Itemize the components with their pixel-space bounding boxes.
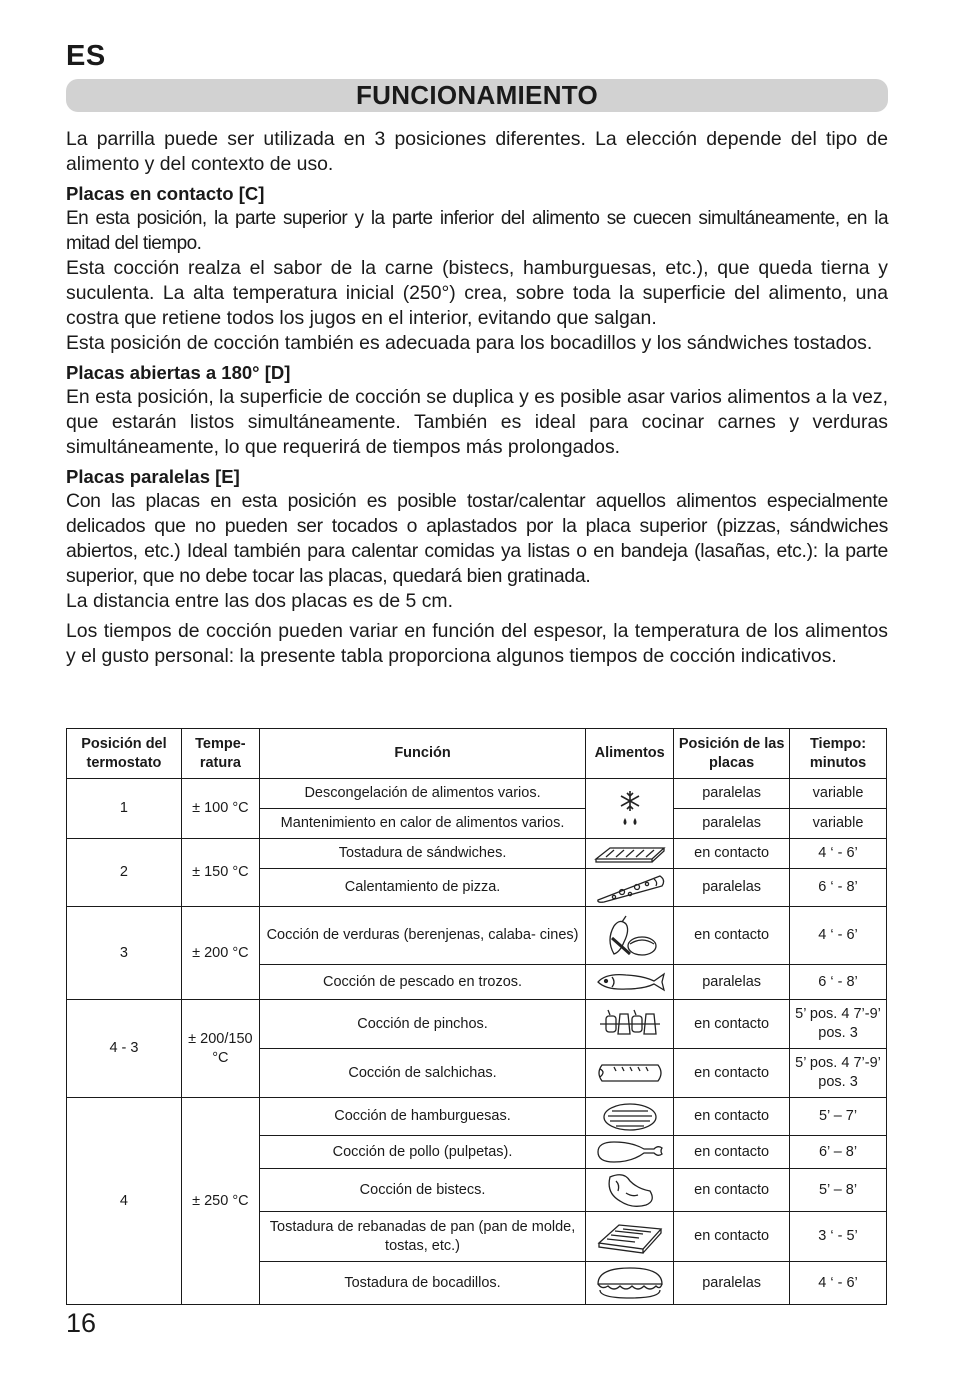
- function-cell: Cocción de pollo (pulpetas).: [259, 1136, 585, 1169]
- function-cell: Calentamiento de pizza.: [259, 869, 585, 907]
- time-cell: 6 ‘ - 8’: [790, 869, 887, 907]
- food-icon-cell: [586, 1000, 674, 1049]
- paragraph-e-1: Con las placas en esta posición es posible tostar/calentar aquellos alimentos especialmente delicados que no pueden ser tocados o aplastados por la placa superior (pizzas, sándwiches abiertos, etc.) Ideal también para calentar comidas ya listas o en bandeja (lasañas, etc.): la parte superior, que no debe tocar las placas, quedará bien gratinada.: [66, 490, 888, 587]
- language-code: ES: [66, 40, 106, 72]
- paragraph-c-2: Esta cocción realza el sabor de la carne (bistecs, hamburguesas, etc.), que queda tierna y suculenta. La alta temperatura inicial (250°) crea, sobre toda la superficie del alimento, una costra que retiene todos los jugos en el interior, evitando que salgan.: [66, 257, 888, 329]
- time-cell: 4 ‘ - 6’: [790, 907, 887, 965]
- header-time: Tiempo: minutos: [790, 729, 887, 779]
- table-row: [67, 1000, 887, 1049]
- heading-placas-contacto: Placas en contacto [C]: [66, 183, 265, 204]
- plates-cell: en contacto: [674, 907, 790, 965]
- function-cell: Cocción de bistecs.: [259, 1169, 585, 1212]
- snowflake-drops-icon: [615, 788, 645, 830]
- time-cell: 5’ – 8’: [790, 1169, 887, 1212]
- header-temperature: Tempe- ratura: [181, 729, 259, 779]
- plates-cell: en contacto: [674, 1169, 790, 1212]
- function-cell: Cocción de salchichas.: [259, 1049, 585, 1098]
- sandwich-icon: [592, 843, 668, 865]
- header-thermostat: Posición del termostato: [67, 729, 182, 779]
- header-food: Alimentos: [586, 729, 674, 779]
- time-cell: 5’ – 7’: [790, 1098, 887, 1136]
- function-cell: Cocción de verduras (berenjenas, calaba- cines): [259, 907, 585, 965]
- paragraph-c-3: Esta posición de cocción también es adecuada para los bocadillos y los sándwiches tostados.: [66, 332, 873, 354]
- paragraph-e-2: La distancia entre las dos placas es de 5 cm.: [66, 590, 453, 612]
- thermostat-cell: 3: [67, 907, 182, 1000]
- table-row: [67, 1098, 887, 1136]
- paragraph-c-1: En esta posición, la parte superior y la parte inferior del alimento se cuecen simultáneamente, en la mitad del tiempo.: [66, 208, 888, 254]
- thermostat-cell: 4 - 3: [67, 1000, 182, 1098]
- food-icon-cell: [586, 1212, 674, 1262]
- function-cell: Tostadura de sándwiches.: [259, 839, 585, 869]
- time-cell: variable: [790, 779, 887, 809]
- food-icon-cell: [586, 1136, 674, 1169]
- body-text: [66, 127, 888, 669]
- thermostat-cell: 2: [67, 839, 182, 907]
- time-cell: 5’ pos. 4 7’-9’ pos. 3: [790, 1000, 887, 1049]
- time-cell: 6 ‘ - 8’: [790, 965, 887, 1000]
- food-icon-cell: [586, 1169, 674, 1212]
- heading-placas-paralelas: Placas paralelas [E]: [66, 466, 240, 487]
- food-icon-cell: [586, 779, 674, 839]
- time-cell: 5’ pos. 4 7’-9’ pos. 3: [790, 1049, 887, 1098]
- temperature-cell: ± 250 °C: [181, 1098, 259, 1305]
- plates-cell: en contacto: [674, 1212, 790, 1262]
- sausage-icon: [592, 1059, 668, 1087]
- paragraph-d-1: En esta posición, la superficie de cocción se duplica y es posible asar varios alimentos a la vez, que estarán listos simultáneamente. También es ideal para cocinar carnes y verduras simultáneamente, lo que requerirá de tiempos más prolongados.: [66, 386, 888, 458]
- steak-icon: [602, 1171, 658, 1209]
- vegetables-icon: [600, 914, 660, 958]
- page-number: 16: [66, 1308, 97, 1338]
- heading-placas-abiertas: Placas abiertas a 180° [D]: [66, 362, 291, 383]
- plates-cell: en contacto: [674, 1136, 790, 1169]
- fish-icon: [592, 970, 668, 994]
- temperature-cell: ± 100 °C: [181, 779, 259, 839]
- food-icon-cell: [586, 907, 674, 965]
- plates-cell: paralelas: [674, 809, 790, 839]
- temperature-cell: ± 150 °C: [181, 839, 259, 907]
- table-row: [67, 839, 887, 869]
- food-icon-cell: [586, 965, 674, 1000]
- plates-cell: paralelas: [674, 965, 790, 1000]
- function-cell: Cocción de hamburguesas.: [259, 1098, 585, 1136]
- food-icon-cell: [586, 869, 674, 907]
- bread-slices-icon: [595, 1219, 665, 1255]
- food-icon-cell: [586, 1262, 674, 1305]
- table-row: [67, 779, 887, 809]
- table-header-row: [67, 729, 887, 779]
- page-title: FUNCIONAMIENTO: [355, 80, 599, 110]
- intro-paragraph: La parrilla puede ser utilizada en 3 posiciones diferentes. La elección depende del tipo de alimento y del contexto de uso.: [66, 128, 888, 175]
- plates-cell: en contacto: [674, 1098, 790, 1136]
- plates-cell: paralelas: [674, 1262, 790, 1305]
- time-cell: variable: [790, 809, 887, 839]
- function-cell: Tostadura de rebanadas de pan (pan de molde, tostas, etc.): [259, 1212, 585, 1262]
- section-title-bar: [66, 79, 888, 112]
- plates-cell: en contacto: [674, 1049, 790, 1098]
- skewer-icon: [598, 1006, 662, 1042]
- time-cell: 6’ – 8’: [790, 1136, 887, 1169]
- food-icon-cell: [586, 1049, 674, 1098]
- temperature-cell: ± 200/150 °C: [181, 1000, 259, 1098]
- time-cell: 4 ‘ - 6’: [790, 839, 887, 869]
- plates-cell: paralelas: [674, 779, 790, 809]
- bun-icon: [592, 1264, 668, 1302]
- header-function: Función: [259, 729, 585, 779]
- chicken-leg-icon: [592, 1138, 668, 1166]
- function-cell: Cocción de pescado en trozos.: [259, 965, 585, 1000]
- plates-cell: en contacto: [674, 839, 790, 869]
- temperature-cell: ± 200 °C: [181, 907, 259, 1000]
- time-cell: 3 ‘ - 5’: [790, 1212, 887, 1262]
- function-cell: Cocción de pinchos.: [259, 1000, 585, 1049]
- food-icon-cell: [586, 1098, 674, 1136]
- plates-cell: en contacto: [674, 1000, 790, 1049]
- thermostat-cell: 1: [67, 779, 182, 839]
- function-cell: Tostadura de bocadillos.: [259, 1262, 585, 1305]
- closing-paragraph: Los tiempos de cocción pueden variar en función del espesor, la temperatura de los alimentos y el gusto personal: la presente tabla proporciona algunos tiempos de cocción indicativos.: [66, 620, 888, 667]
- table-row: [67, 907, 887, 965]
- thermostat-cell: 4: [67, 1098, 182, 1305]
- pizza-slice-icon: [592, 872, 668, 904]
- food-icon-cell: [586, 839, 674, 869]
- function-cell: Descongelación de alimentos varios.: [259, 779, 585, 809]
- function-cell: Mantenimiento en calor de alimentos varios.: [259, 809, 585, 839]
- hamburger-icon: [600, 1101, 660, 1133]
- header-plates: Posición de las placas: [674, 729, 790, 779]
- cooking-times-table: [66, 728, 887, 1305]
- time-cell: 4 ‘ - 6’: [790, 1262, 887, 1305]
- plates-cell: paralelas: [674, 869, 790, 907]
